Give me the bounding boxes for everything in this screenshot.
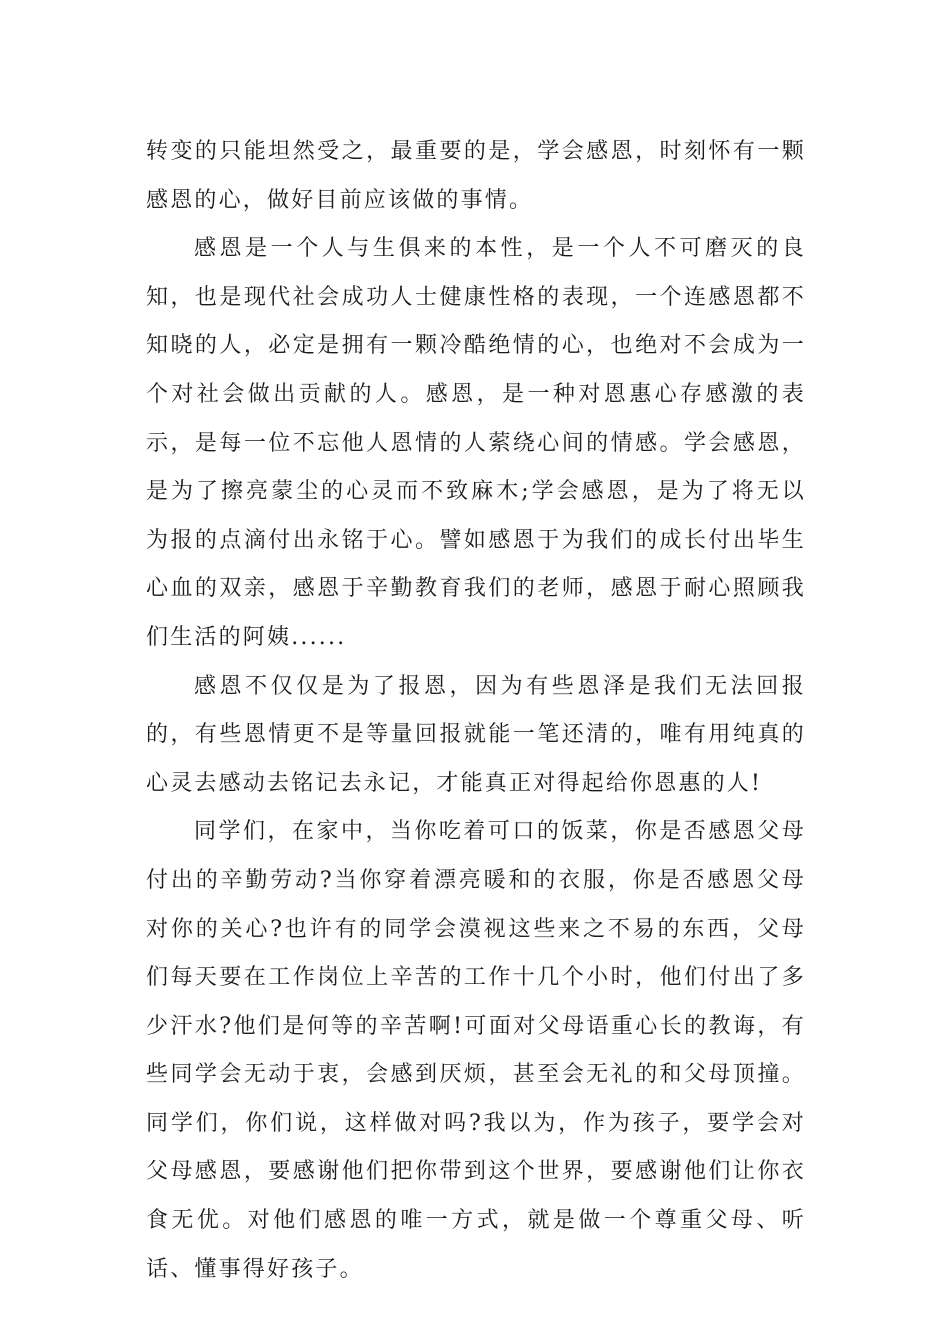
paragraph-1: 转变的只能坦然受之，最重要的是，学会感恩，时刻怀有一颗感恩的心，做好目前应该做的事情。 bbox=[146, 139, 806, 213]
paragraph-2: 感恩是一个人与生俱来的本性，是一个人不可磨灭的良知，也是现代社会成功人士健康性格的表现，一个连感恩都不知晓的人，必定是拥有一颗冷酷绝情的心，也绝对不会成为一个对社会做出贡献的人。感恩，是一种对恩惠心存感激的表示，是每一位不忘他人恩情的人萦绕心间的情感。学会感恩，是为了擦亮蒙尘的心灵而不致麻木;学会感恩，是为了将无以为报的点滴付出永铭于心。譬如感恩于为我们的成长付出毕生心血的双亲，感恩于辛勤教育我们的老师，感恩于耐心照顾我们生活的阿姨...... bbox=[146, 236, 806, 650]
paragraph-3: 感恩不仅仅是为了报恩，因为有些恩泽是我们无法回报的，有些恩情更不是等量回报就能一笔还清的，唯有用纯真的心灵去感动去铭记去永记，才能真正对得起给你恩惠的人! bbox=[146, 673, 806, 796]
body-text bbox=[146, 128, 806, 1294]
paragraph-4: 同学们，在家中，当你吃着可口的饭菜，你是否感恩父母付出的辛勤劳动?当你穿着漂亮暖和的衣服，你是否感恩父母对你的关心?也许有的同学会漠视这些来之不易的东西，父母们每天要在工作岗位上辛苦的工作十几个小时，他们付出了多少汗水?他们是何等的辛苦啊!可面对父母语重心长的教诲，有些同学会无动于衷，会感到厌烦，甚至会无礼的和父母顶撞。同学们，你们说，这样做对吗?我以为，作为孩子，要学会对父母感恩，要感谢他们把你带到这个世界，要感谢他们让你衣食无优。对他们感恩的唯一方式，就是做一个尊重父母、听话、懂事得好孩子。 bbox=[146, 819, 806, 1282]
